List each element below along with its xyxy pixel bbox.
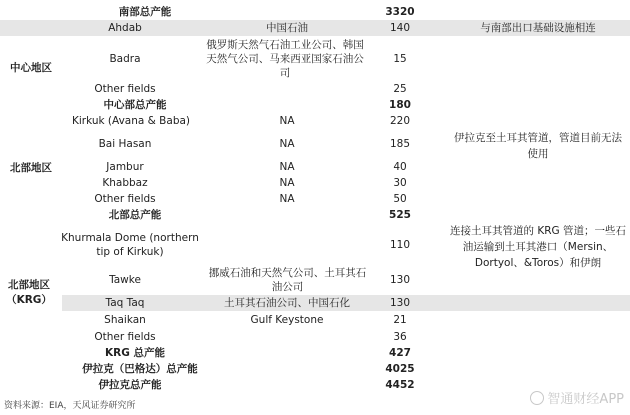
company: 挪威石油和天然气公司、土耳其石油公司: [208, 267, 367, 293]
company: NA: [279, 138, 295, 150]
region-label-krg: 北部地区（KRG）: [6, 279, 52, 306]
production: 25: [393, 83, 407, 95]
table-row: [0, 175, 630, 191]
table-row: [0, 36, 630, 81]
total-label: KRG 总产能: [105, 347, 165, 359]
company: 俄罗斯天然气石油工业公司、韩国天然气公司、马来西亚国家石油公司: [206, 38, 364, 79]
production: 50: [393, 193, 407, 205]
production: 185: [389, 138, 411, 150]
company: NA: [279, 193, 295, 205]
company: NA: [279, 161, 295, 173]
production: 140: [389, 22, 411, 34]
total-label: 北部总产能: [108, 209, 162, 221]
table-row: [0, 207, 630, 223]
field-name: Kirkuk (Avana & Baba): [71, 115, 191, 127]
table-row: [0, 311, 630, 329]
production: 220: [389, 115, 411, 127]
note-south: 与南部出口基础设施相连: [480, 22, 596, 34]
field-name: Khurmala Dome (northern tip of Kirkuk): [61, 232, 199, 258]
total-label: 中心部总产能: [103, 99, 167, 111]
field-name: Taq Taq: [105, 297, 145, 309]
field-name: Tawke: [109, 274, 141, 286]
production: 21: [393, 314, 407, 326]
company: 土耳其石油公司、中国石化: [224, 297, 350, 309]
note-north: 伊拉克至土耳其管道，管道目前无法使用: [454, 132, 622, 160]
field-name: Ahdab: [108, 22, 142, 34]
region-label-central: 中心地区: [10, 61, 52, 74]
table-row: [0, 345, 630, 361]
company: [192, 225, 382, 265]
production: 110: [389, 239, 411, 251]
production: 40: [393, 161, 407, 173]
field-name: Other fields: [94, 83, 156, 95]
company: Gulf Keystone: [250, 314, 324, 326]
total-value: 4025: [385, 363, 415, 375]
total-label: 伊拉克总产能: [98, 379, 162, 391]
total-label: 伊拉克（巴格达）总产能: [82, 363, 198, 375]
note-krg: 连接土耳其管道的 KRG 管道；一些石油运输到土耳其港口（Mersin、Dortyol、&Toros）和伊朗: [450, 225, 626, 269]
company: 中国石油: [266, 22, 308, 34]
field-name: Khabbaz: [102, 177, 148, 189]
table-row: [0, 97, 630, 113]
region-label-north: 北部地区: [10, 161, 52, 174]
production: 130: [389, 297, 411, 309]
total-value: 3320: [385, 6, 415, 18]
production: 36: [393, 331, 407, 343]
production: 130: [389, 274, 411, 286]
total-value: 180: [389, 99, 411, 111]
table-row: [0, 191, 630, 207]
field-name: Other fields: [94, 193, 156, 205]
table-row: [0, 113, 630, 129]
table-row: [0, 81, 630, 97]
total-value: 525: [389, 209, 411, 221]
watermark-logo-icon: [530, 391, 544, 405]
table-row: [0, 329, 630, 345]
company: [192, 81, 382, 97]
total-value: 427: [389, 347, 411, 359]
table-row: [0, 4, 630, 20]
production: 30: [393, 177, 407, 189]
total-value: 4452: [385, 379, 415, 391]
field-name: Other fields: [94, 331, 156, 343]
table-row: [0, 295, 630, 311]
watermark: [530, 388, 624, 407]
total-label: 南部总产能: [118, 6, 172, 18]
company: [192, 329, 382, 345]
field-name: Shaikan: [104, 314, 146, 326]
watermark-text: 智通财经APP: [547, 392, 624, 407]
field-name: Badra: [109, 52, 141, 65]
table-row: [0, 361, 630, 377]
production: 15: [393, 52, 407, 65]
field-name: Jambur: [106, 161, 144, 173]
company: NA: [279, 177, 295, 189]
company: NA: [279, 115, 295, 127]
source-note: 资料来源：EIA，天风证券研究所: [4, 401, 136, 411]
field-name: Bai Hasan: [98, 138, 152, 150]
